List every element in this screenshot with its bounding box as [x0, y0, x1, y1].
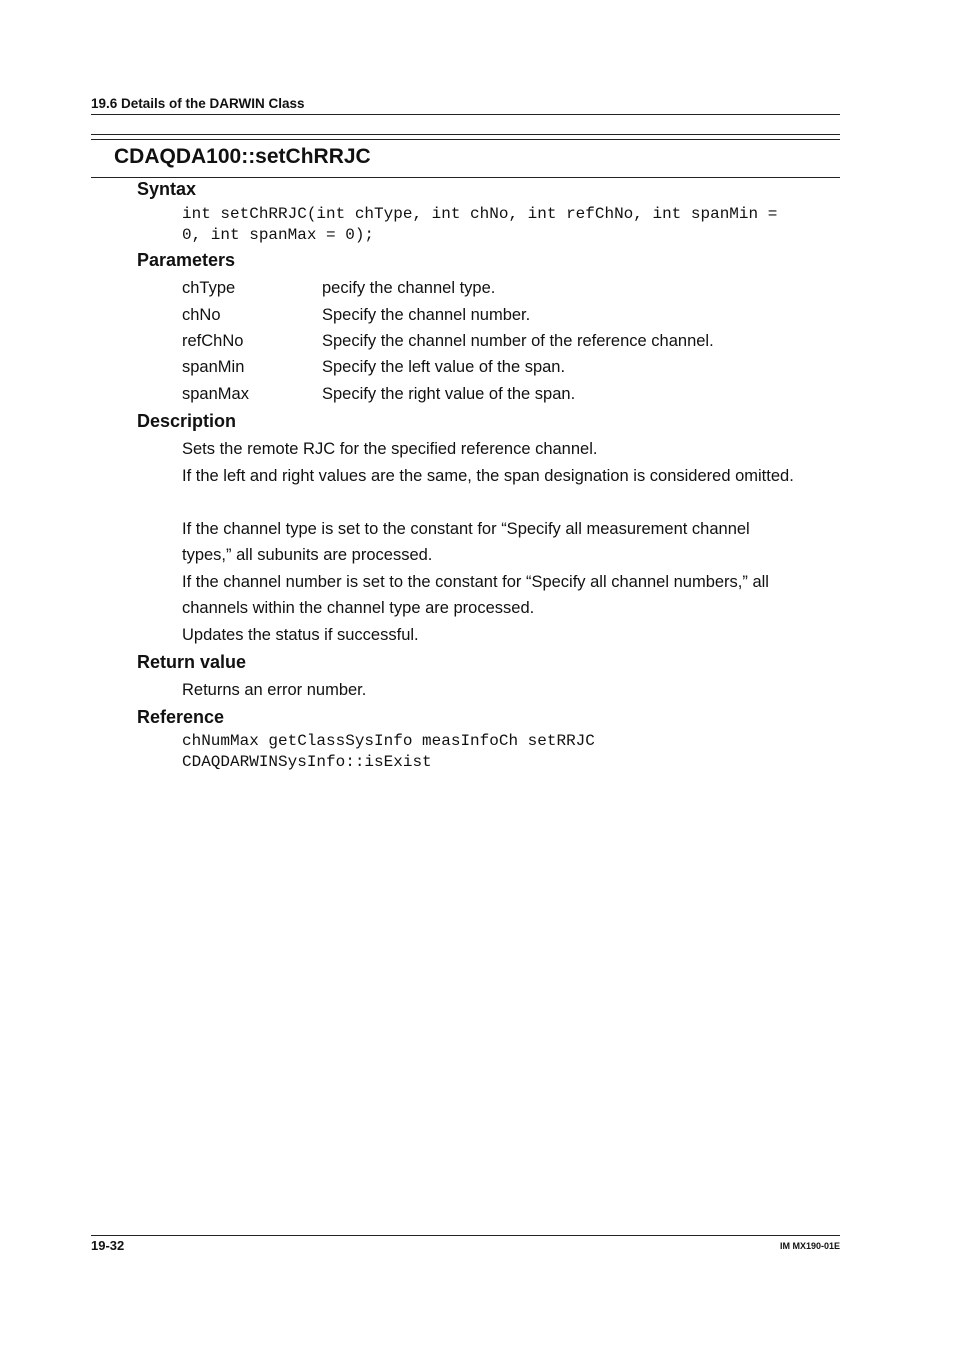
- parameters-heading: Parameters: [137, 250, 236, 270]
- param-name: refChNo: [182, 332, 244, 350]
- header-rule: [91, 114, 840, 115]
- description-line: If the channel number is set to the constant for “Specify all channel numbers,” all: [182, 573, 769, 591]
- footer-rule: [91, 1235, 840, 1236]
- description-line: Updates the status if successful.: [182, 626, 419, 644]
- param-name: chType: [182, 279, 236, 297]
- param-name: chNo: [182, 306, 221, 324]
- page-number: 19-32: [91, 1238, 125, 1253]
- description-line: If the channel type is set to the constant for “Specify all measurement channel: [182, 520, 750, 538]
- param-desc: Specify the left value of the span.: [322, 358, 566, 376]
- syntax-line-1: int setChRRJC(int chType, int chNo, int refChNo, int spanMin =: [182, 205, 778, 223]
- description-line: types,” all subunits are processed.: [182, 546, 433, 564]
- param-desc: pecify the channel type.: [322, 279, 496, 297]
- title-bottom-rule: [91, 177, 840, 178]
- title-top-rule-2: [91, 139, 840, 140]
- param-desc: Specify the right value of the span.: [322, 385, 576, 403]
- description-line: If the left and right values are the same, the span designation is considered omitted.: [182, 467, 794, 485]
- running-head: 19.6 Details of the DARWIN Class: [91, 96, 305, 111]
- param-desc: Specify the channel number.: [322, 306, 531, 324]
- return-value-text: Returns an error number.: [182, 681, 367, 699]
- syntax-line-2: 0, int spanMax = 0);: [182, 226, 375, 244]
- document-id: IM MX190-01E: [779, 1241, 840, 1251]
- reference-line-1: chNumMax getClassSysInfo measInfoCh setRRJC: [182, 732, 595, 750]
- reference-line-2: CDAQDARWINSysInfo::isExist: [182, 753, 432, 771]
- syntax-heading: Syntax: [137, 179, 197, 199]
- param-name: spanMax: [182, 385, 249, 403]
- description-line: Sets the remote RJC for the specified reference channel.: [182, 440, 598, 458]
- param-name: spanMin: [182, 358, 245, 376]
- function-title: CDAQDA100::setChRRJC: [114, 145, 371, 168]
- param-desc: Specify the channel number of the reference channel.: [322, 332, 714, 350]
- reference-heading: Reference: [137, 707, 225, 727]
- return-value-heading: Return value: [137, 652, 247, 672]
- title-top-rule-1: [91, 134, 840, 135]
- description-heading: Description: [137, 411, 237, 431]
- description-line: channels within the channel type are processed.: [182, 599, 535, 617]
